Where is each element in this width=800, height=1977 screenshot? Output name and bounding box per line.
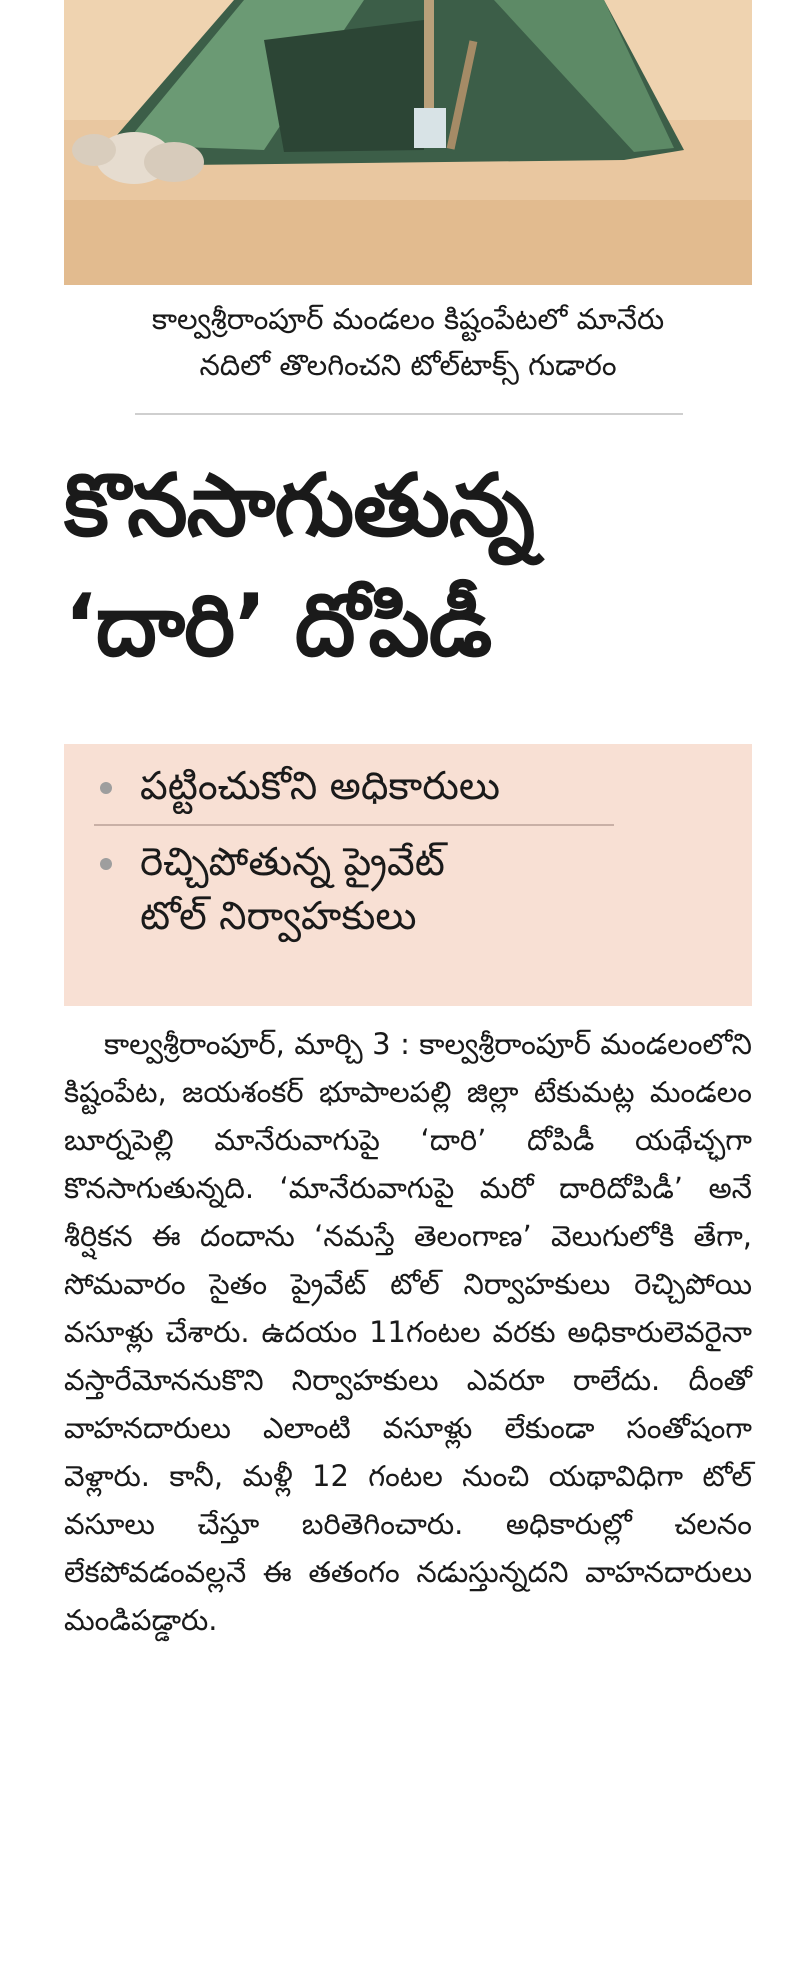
highlight-item [94,836,722,944]
caption-line-2: నదిలో తొలగించని టోల్‌టాక్స్ గుడారం [199,348,617,382]
caption-line-1: కాల్వశ్రీరాంపూర్ మండలం కిష్టంపేటలో మానేరు [151,302,665,336]
article-body [64,1020,752,1644]
tent-photo [64,0,752,285]
highlight-item [94,760,722,814]
highlight-text: రెచ్చిపోతున్న ప్రైవేట్ టోల్ నిర్వాహకులు [140,840,445,939]
headline-line-1: కొనసాగుతున్న [64,456,534,556]
photo-caption [64,296,752,388]
bullet-icon [100,782,112,794]
caption-divider [135,413,683,415]
highlight-divider [94,824,614,826]
highlights-box [64,744,752,1006]
headline-line-2: ‘దారి’ దోపిడీ [64,576,492,676]
tent-illustration [64,0,752,285]
bullet-icon [100,858,112,870]
article-paragraph: కాల్వశ్రీరాంపూర్, మార్చి 3 : కాల్వశ్రీరాంపూర్ మండలంలోని కిష్టంపేట, జయశంకర్ భూపాలపల్లి జిల్లా టేకుమట్ల మండలం బూర్నపెల్లి మానేరువాగుపై ‘దారి’ దోపిడీ యథేచ్ఛగా కొనసాగుతున్నది. ‘మానేరువాగుపై మరో దారిదోపిడీ’ అనే శీర్షికన ఈ దందాను ‘నమస్తే తెలంగాణ’ వెలుగులోకి తేగా, సోమవారం సైతం ప్రైవేట్ టోల్ నిర్వాహకులు రెచ్చిపోయి వసూళ్లు చేశారు. ఉదయం 11గంటల వరకు అధికారులెవరైనా వస్తారేమోననుకొని నిర్వాహకులు ఎవరూ రాలేదు. దీంతో వాహనదారులు ఎలాంటి వసూళ్లు లేకుండా సంతోషంగా వెళ్లారు. కానీ, మళ్లీ 12 గంటల నుంచి యథావిధిగా టోల్ వసూలు చేస్తూ బరితెగించారు. అధికారుల్లో చలనం లేకపోవడంవల్లనే ఈ తతంగం నడుస్తున్నదని వాహనదారులు మండిపడ్డారు. [64,1027,752,1637]
highlight-text: పట్టించుకోని అధికారులు [140,764,500,809]
headline [64,446,764,686]
